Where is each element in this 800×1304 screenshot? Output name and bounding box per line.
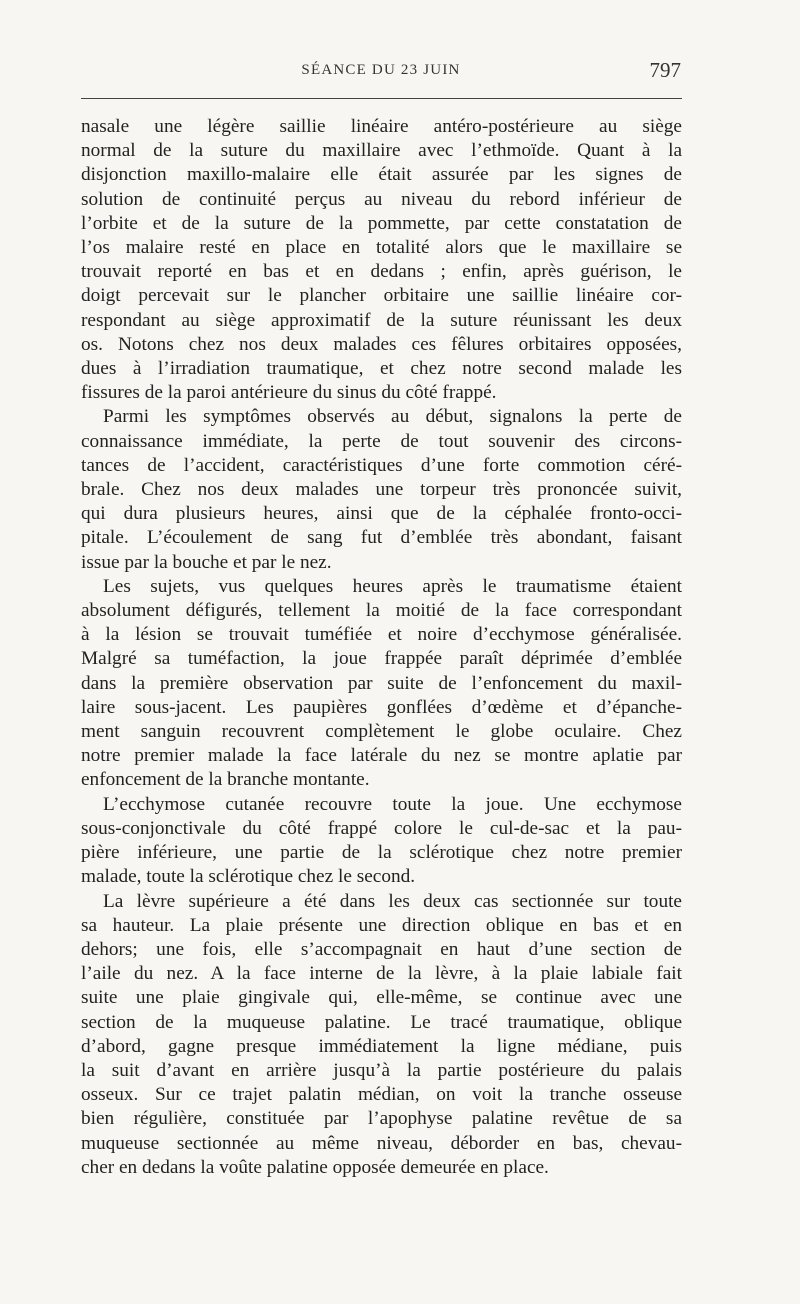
text-line: L’ecchymose cutanée recouvre toute la joue. Une ecchymose (103, 793, 682, 815)
text-line: Les sujets, vus quelques heures après le traumatisme étaient (103, 575, 682, 597)
text-line: d’abord, gagne presque immédiatement la ligne médiane, puis (81, 1035, 682, 1057)
text-line: à la lésion se trouvait tuméfiée et noire d’ecchymose généralisée. (81, 624, 682, 646)
running-head (81, 58, 681, 88)
text-line: disjonction maxillo-malaire elle était assurée par les signes de (81, 164, 682, 186)
text-line: cher en dedans la voûte palatine opposée demeurée en place. (81, 1156, 549, 1178)
text-line: dues à l’irradiation traumatique, et chez notre second malade les (81, 358, 682, 380)
text-line: doigt percevait sur le plancher orbitaire une saillie linéaire cor- (81, 285, 682, 307)
text-line: brale. Chez nos deux malades une torpeur très prononcée suivit, (81, 479, 682, 501)
paragraph (81, 115, 682, 405)
text-line: enfoncement de la branche montante. (81, 769, 370, 791)
text-line: suite une plaie gingivale qui, elle-même, se continue avec une (81, 987, 682, 1009)
text-line: connaissance immédiate, la perte de tout souvenir des circons- (81, 430, 682, 452)
text-line: Parmi les symptômes observés au début, signalons la perte de (103, 406, 682, 428)
text-line: absolument défigurés, tellement la moitié de la face correspondant (81, 600, 682, 622)
text-line: pière inférieure, une partie de la sclérotique chez notre premier (81, 842, 682, 864)
paragraph (81, 575, 682, 793)
text-line: La lèvre supérieure a été dans les deux cas sectionnée sur toute (103, 890, 682, 912)
text-line: ment sanguin recouvrent complètement le globe oculaire. Chez (81, 721, 682, 743)
page-number: 797 (649, 58, 681, 82)
running-head-title: SÉANCE DU 23 JUIN (301, 62, 461, 78)
paragraph (81, 890, 682, 1180)
text-line: issue par la bouche et par le nez. (81, 551, 332, 573)
text-line: solution de continuité perçus au niveau du rebord inférieur de (81, 188, 682, 210)
text-line: section de la muqueuse palatine. Le tracé traumatique, oblique (81, 1011, 682, 1033)
text-line: os. Notons chez nos deux malades ces fêlures orbitaires opposées, (81, 333, 682, 355)
body-text (81, 115, 682, 1180)
text-line: dans la première observation par suite de l’enfoncement du maxil- (81, 672, 682, 694)
header-rule (81, 98, 682, 99)
text-line: dehors; une fois, elle s’accompagnait en haut d’une section de (81, 938, 682, 960)
text-line: l’aile du nez. A la face interne de la lèvre, à la plaie labiale fait (81, 963, 682, 985)
text-line: sa hauteur. La plaie présente une direction oblique en bas et en (81, 914, 682, 936)
text-line: notre premier malade la face latérale du nez se montre aplatie par (81, 745, 682, 767)
paragraph (81, 793, 682, 890)
text-line: normal de la suture du maxillaire avec l’ethmoïde. Quant à la (81, 140, 682, 162)
text-line: laire sous-jacent. Les paupières gonflées d’œdème et d’épanche- (81, 696, 682, 718)
text-line: trouvait reporté en bas et en dedans ; enfin, après guérison, le (81, 261, 682, 283)
text-line: osseux. Sur ce trajet palatin médian, on voit la tranche osseuse (81, 1084, 682, 1106)
text-line: nasale une légère saillie linéaire antéro-postérieure au siège (81, 116, 682, 137)
text-line: respondant au siège approximatif de la suture réunissant les deux (81, 309, 682, 331)
text-line: malade, toute la sclérotique chez le second. (81, 866, 416, 888)
text-line: fissures de la paroi antérieure du sinus du côté frappé. (81, 382, 497, 404)
text-line: l’orbite et de la suture de la pommette, par cette constatation de (81, 212, 682, 234)
text-line: tances de l’accident, caractéristiques d’une forte commotion céré- (81, 454, 682, 476)
paragraph (81, 405, 682, 574)
text-line: pitale. L’écoulement de sang fut d’emblée très abondant, faisant (81, 527, 682, 549)
text-line: l’os malaire resté en place en totalité alors que le maxillaire se (81, 237, 682, 259)
text-line: sous-conjonctivale du côté frappé colore le cul-de-sac et la pau- (81, 817, 682, 839)
text-line: qui dura plusieurs heures, ainsi que de la céphalée fronto-occi- (81, 503, 682, 525)
text-line: bien régulière, constituée par l’apophyse palatine revêtue de sa (81, 1108, 682, 1130)
text-line: Malgré sa tuméfaction, la joue frappée paraît déprimée d’emblée (81, 648, 682, 670)
text-line: muqueuse sectionnée au même niveau, déborder en bas, chevau- (81, 1132, 682, 1154)
text-line: la suit d’avant en arrière jusqu’à la partie postérieure du palais (81, 1059, 682, 1081)
